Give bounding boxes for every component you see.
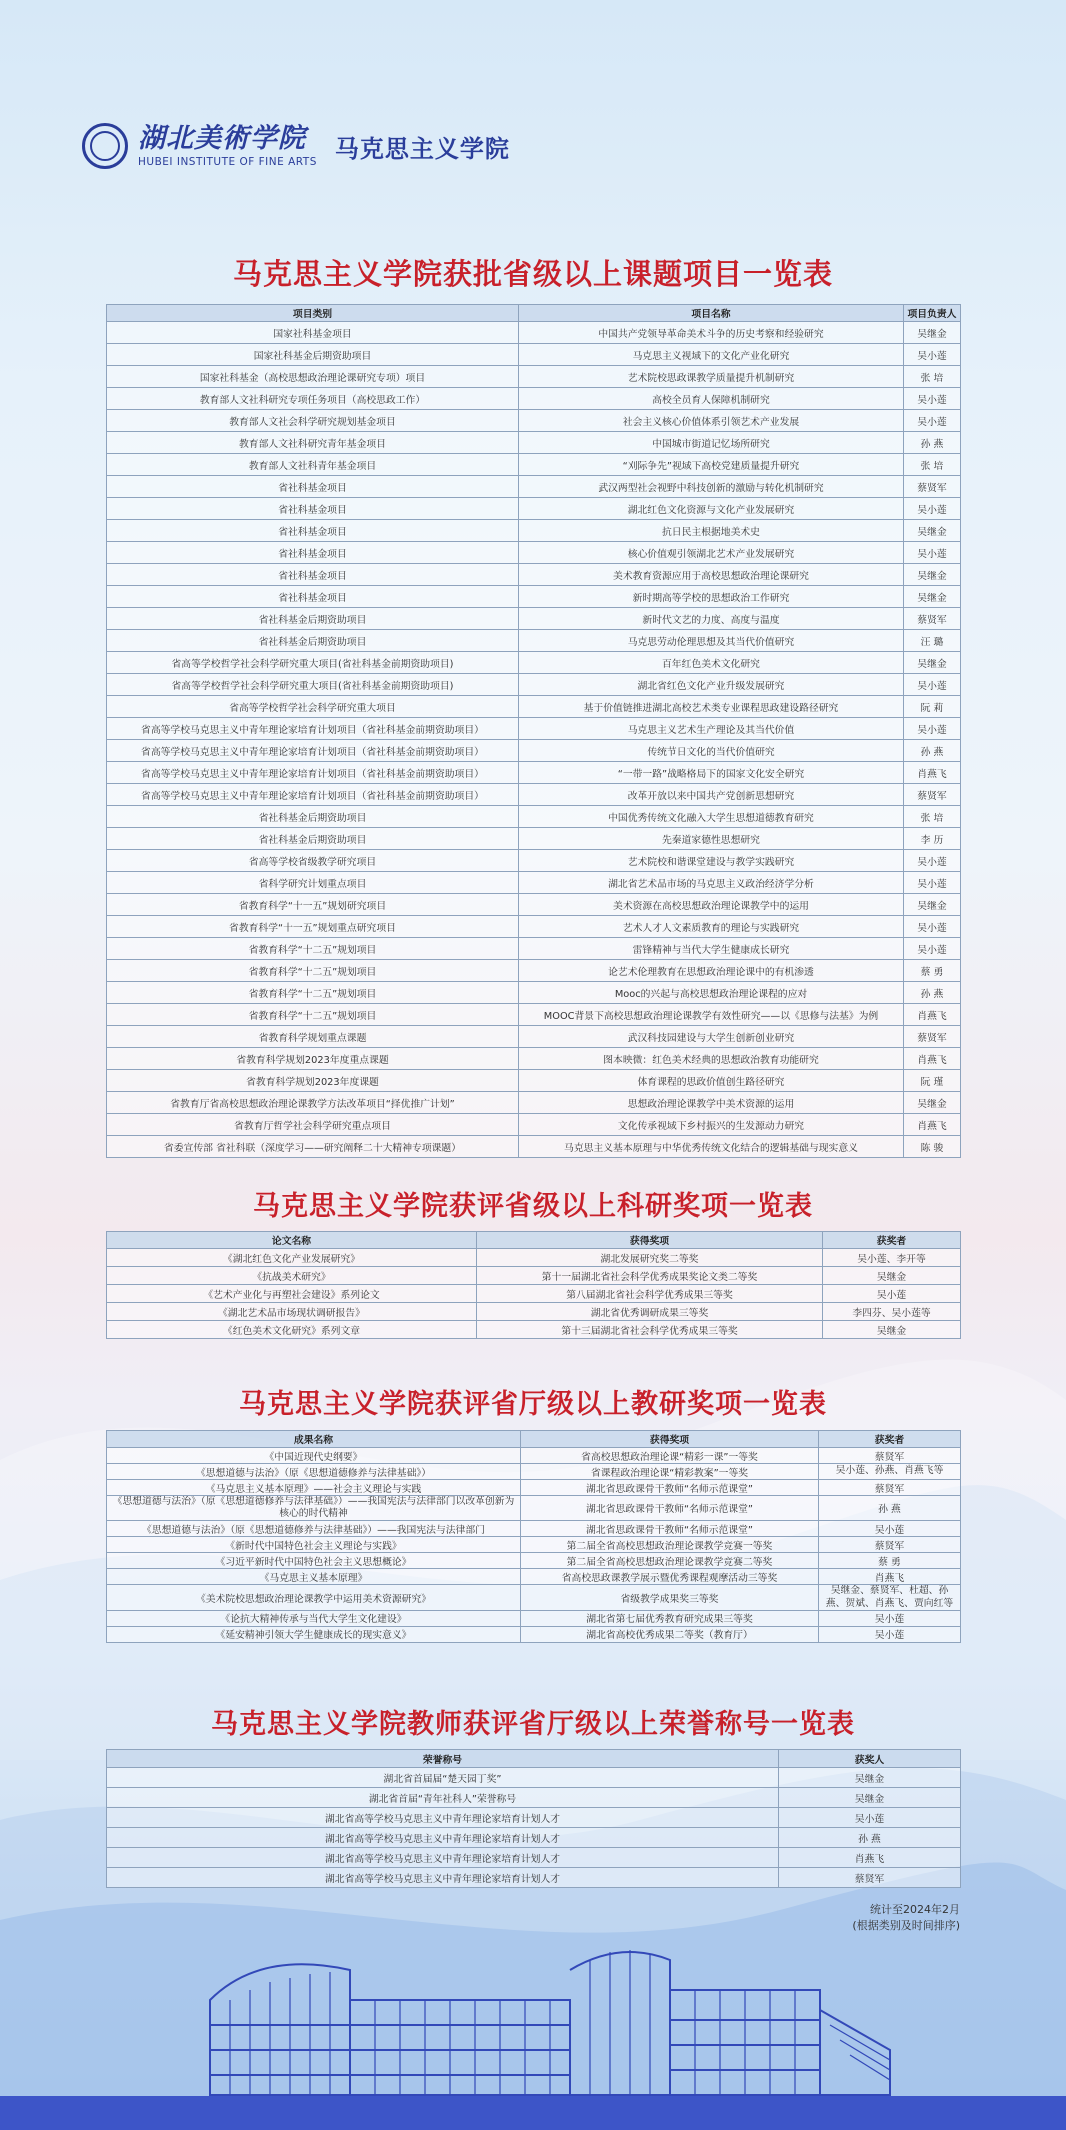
building-illustration — [200, 1930, 900, 2100]
table-row — [107, 828, 961, 850]
table-cell: 蔡贤军 — [819, 1480, 961, 1496]
table-row — [107, 1537, 961, 1553]
table-cell: 省高等学校马克思主义中青年理论家培育计划项目（省社科基金前期资助项目） — [107, 762, 519, 784]
table-cell: 武汉科技园建设与大学生创新创业研究 — [519, 1026, 904, 1048]
footnote-note: (根据类别及时间排序) — [852, 1918, 960, 1932]
table-row — [107, 1788, 961, 1808]
table-cell: 省社科基金后期资助项目 — [107, 806, 519, 828]
table-cell: 湖北省思政课骨干教师“名师示范课堂” — [521, 1521, 819, 1537]
table-row — [107, 784, 961, 806]
table-row — [107, 564, 961, 586]
table-cell: 湖北省优秀调研成果三等奖 — [477, 1303, 823, 1321]
table-cell: 吴小莲 — [904, 850, 961, 872]
table-cell: 蔡贤军 — [904, 608, 961, 630]
table-row — [107, 498, 961, 520]
table-cell: 《湖北艺术品市场现状调研报告》 — [107, 1303, 477, 1321]
table-cell: 第二届全省高校思想政治理论课教学竞赛一等奖 — [521, 1537, 819, 1553]
col-header: 获得奖项 — [477, 1232, 823, 1249]
table-row — [107, 938, 961, 960]
table-cell: 艺术人才人文素质教育的理论与实践研究 — [519, 916, 904, 938]
footnote-date: 统计至2024年2月 — [870, 1903, 960, 1916]
table-cell: 教育部人文社会科学研究规划基金项目 — [107, 410, 519, 432]
table-cell: 雷锋精神与当代大学生健康成长研究 — [519, 938, 904, 960]
table-cell: 马克思主义艺术生产理论及其当代价值 — [519, 718, 904, 740]
table-cell: 湖北省高等学校马克思主义中青年理论家培育计划人才 — [107, 1868, 779, 1888]
table-cell: 肖燕飞 — [819, 1569, 961, 1585]
table-cell: 中国优秀传统文化融入大学生思想道德教育研究 — [519, 806, 904, 828]
table-cell: 吴继金 — [904, 1092, 961, 1114]
table-row — [107, 630, 961, 652]
table-cell: 湖北发展研究奖二等奖 — [477, 1249, 823, 1267]
table-row — [107, 674, 961, 696]
table-cell: 省高等学校哲学社会科学研究重大项目(省社科基金前期资助项目) — [107, 652, 519, 674]
table-cell: 国家社科基金（高校思想政治理论课研究专项）项目 — [107, 366, 519, 388]
table-cell: 吴小莲 — [904, 938, 961, 960]
table-row — [107, 1004, 961, 1026]
table-cell: 肖燕飞 — [904, 1048, 961, 1070]
table-cell: 湖北省高校优秀成果二等奖（教育厅） — [521, 1626, 819, 1642]
table-cell: 《红色美术文化研究》系列文章 — [107, 1321, 477, 1339]
table-row — [107, 1480, 961, 1496]
table-cell: 吴继金 — [904, 586, 961, 608]
teaching-awards-title: 马克思主义学院获评省厅级以上教研奖项一览表 — [239, 1389, 827, 1420]
table-cell: 《延安精神引领大学生健康成长的现实意义》 — [107, 1626, 521, 1642]
table-cell: 教育部人文社科研究专项任务项目（高校思政工作） — [107, 388, 519, 410]
table-row — [107, 1585, 961, 1610]
col-header: 项目名称 — [519, 305, 904, 322]
table-cell: 湖北省首届届“楚天园丁奖” — [107, 1768, 779, 1788]
table-cell: 省社科基金后期资助项目 — [107, 608, 519, 630]
table-row — [107, 1569, 961, 1585]
table-row — [107, 1848, 961, 1868]
table-cell: 吴小莲 — [819, 1626, 961, 1642]
table-cell: “一带一路”战略格局下的国家文化安全研究 — [519, 762, 904, 784]
table-row — [107, 454, 961, 476]
table-cell: 省社科基金项目 — [107, 520, 519, 542]
table-cell: 《习近平新时代中国特色社会主义思想概论》 — [107, 1553, 521, 1569]
table-cell: 《湖北红色文化产业发展研究》 — [107, 1249, 477, 1267]
table-cell: 湖北省红色文化产业升级发展研究 — [519, 674, 904, 696]
table-cell: 孙 燕 — [819, 1496, 961, 1521]
table-cell: 阮 莉 — [904, 696, 961, 718]
table-row — [107, 1026, 961, 1048]
table-cell: 艺术院校思政课教学质量提升机制研究 — [519, 366, 904, 388]
table-cell: 《思想道德与法治》（原《思想道德修养与法律基础》） — [107, 1464, 521, 1480]
department-name: 马克思主义学院 — [334, 134, 510, 163]
table-cell: 中国共产党领导革命美术斗争的历史考察和经验研究 — [519, 322, 904, 344]
table-cell: 省高等学校马克思主义中青年理论家培育计划项目（省社科基金前期资助项目） — [107, 718, 519, 740]
table-cell: 吴小莲 — [904, 872, 961, 894]
table-cell: 省教育科学规划2023年度课题 — [107, 1070, 519, 1092]
table-cell: 图本映微：红色美术经典的思想政治教育功能研究 — [519, 1048, 904, 1070]
honors-table — [106, 1749, 961, 1888]
table-cell: 湖北省思政课骨干教师“名师示范课堂” — [521, 1480, 819, 1496]
table-cell: 《论抗大精神传承与当代大学生文化建设》 — [107, 1610, 521, 1626]
table-cell: 艺术院校和谐课堂建设与教学实践研究 — [519, 850, 904, 872]
table-cell: 吴小莲 — [904, 542, 961, 564]
table-cell: 张 培 — [904, 806, 961, 828]
school-name-cn: 湖北美術学院 — [138, 122, 306, 154]
research-awards-table — [106, 1231, 961, 1339]
table-cell: 吴继金 — [779, 1788, 961, 1808]
table-cell: 孙 燕 — [904, 432, 961, 454]
table-cell: 国家社科基金项目 — [107, 322, 519, 344]
table-cell: 吴继金 — [904, 520, 961, 542]
bottom-bar — [0, 2096, 1066, 2130]
projects-table — [106, 304, 961, 1158]
page-header — [82, 116, 510, 176]
table-cell: 省教育科学“十一五”规划重点研究项目 — [107, 916, 519, 938]
table-cell: 省委宣传部 省社科联（深度学习——研究阐释二十大精神专项课题） — [107, 1136, 519, 1158]
col-header: 获奖者 — [823, 1232, 961, 1249]
table-cell: 蔡贤军 — [779, 1868, 961, 1888]
table-cell: 新时期高等学校的思想政治工作研究 — [519, 586, 904, 608]
table-row — [107, 1828, 961, 1848]
table-cell: 湖北省高等学校马克思主义中青年理论家培育计划人才 — [107, 1808, 779, 1828]
table-row — [107, 366, 961, 388]
table-row — [107, 850, 961, 872]
table-cell: 省社科基金项目 — [107, 564, 519, 586]
table-cell: 吴小莲 — [904, 410, 961, 432]
table-cell: 陈 骏 — [904, 1136, 961, 1158]
table-cell: 吴小莲、孙燕、肖燕飞等 — [819, 1464, 961, 1480]
table-cell: 湖北省思政课骨干教师“名师示范课堂” — [521, 1496, 819, 1521]
table-cell: 吴小莲 — [779, 1808, 961, 1828]
table-cell: 省社科基金项目 — [107, 476, 519, 498]
table-cell: 改革开放以来中国共产党创新思想研究 — [519, 784, 904, 806]
table-row — [107, 1464, 961, 1480]
table-row — [107, 432, 961, 454]
table-cell: 李四芬、吴小莲等 — [823, 1303, 961, 1321]
table-cell: 省教育科学规划重点课题 — [107, 1026, 519, 1048]
col-header: 获奖者 — [819, 1431, 961, 1448]
table-row — [107, 1285, 961, 1303]
table-cell: MOOC背景下高校思想政治理论课教学有效性研究——以《思修与法基》为例 — [519, 1004, 904, 1026]
table-row — [107, 1808, 961, 1828]
projects-title: 马克思主义学院获批省级以上课题项目一览表 — [232, 257, 833, 291]
table-cell: 肖燕飞 — [904, 762, 961, 784]
table-row — [107, 872, 961, 894]
table-row — [107, 344, 961, 366]
school-logo — [138, 122, 317, 168]
table-cell: 蔡贤军 — [904, 784, 961, 806]
table-cell: 吴小莲 — [904, 498, 961, 520]
table-cell: 第八届湖北省社会科学优秀成果三等奖 — [477, 1285, 823, 1303]
table-cell: 教育部人文社科研究青年基金项目 — [107, 432, 519, 454]
table-row — [107, 1768, 961, 1788]
table-cell: 肖燕飞 — [779, 1848, 961, 1868]
table-cell: 省高等学校哲学社会科学研究重大项目 — [107, 696, 519, 718]
table-cell: 《美术院校思想政治理论课教学中运用美术资源研究》 — [107, 1585, 521, 1610]
table-cell: 吴小莲 — [904, 674, 961, 696]
table-row — [107, 1070, 961, 1092]
table-cell: 核心价值观引领湖北艺术产业发展研究 — [519, 542, 904, 564]
table-cell: 省教育科学“十二五”规划项目 — [107, 960, 519, 982]
table-row — [107, 586, 961, 608]
table-cell: 省教育厅省高校思想政治理论课教学方法改革项目“择优推广计划” — [107, 1092, 519, 1114]
table-cell: 吴小莲 — [823, 1285, 961, 1303]
table-cell: 省级教学成果奖三等奖 — [521, 1585, 819, 1610]
table-row — [107, 1267, 961, 1285]
table-cell: 马克思劳动伦理思想及其当代价值研究 — [519, 630, 904, 652]
table-cell: 省教育厅哲学社会科学研究重点项目 — [107, 1114, 519, 1136]
col-header: 论文名称 — [107, 1232, 477, 1249]
table-row — [107, 476, 961, 498]
table-row — [107, 1249, 961, 1267]
table-cell: 《思想道德与法治》（原《思想道德修养与法律基础》）——我国宪法与法律部门以改革创新为核心的时代精神 — [107, 1496, 521, 1521]
table-row — [107, 1521, 961, 1537]
table-cell: “刈际争先”视域下高校党建质量提升研究 — [519, 454, 904, 476]
table-cell: 省高校思政课教学展示暨优秀课程观摩活动三等奖 — [521, 1569, 819, 1585]
table-cell: 张 培 — [904, 366, 961, 388]
col-header: 获得奖项 — [521, 1431, 819, 1448]
table-cell: 蔡贤军 — [819, 1448, 961, 1464]
table-cell: 先秦道家德性思想研究 — [519, 828, 904, 850]
table-cell: 省高等学校马克思主义中青年理论家培育计划项目（省社科基金前期资助项目） — [107, 740, 519, 762]
table-cell: 第二届全省高校思想政治理论课教学竞赛二等奖 — [521, 1553, 819, 1569]
table-cell: 《抗战美术研究》 — [107, 1267, 477, 1285]
table-cell: 美术资源在高校思想政治理论课教学中的运用 — [519, 894, 904, 916]
table-cell: 《艺术产业化与再塑社会建设》系列论文 — [107, 1285, 477, 1303]
table-cell: 湖北省高等学校马克思主义中青年理论家培育计划人才 — [107, 1848, 779, 1868]
table-cell: 吴继金 — [904, 894, 961, 916]
table-cell: 省教育科学“十二五”规划项目 — [107, 938, 519, 960]
table-cell: 湖北省高等学校马克思主义中青年理论家培育计划人才 — [107, 1828, 779, 1848]
table-cell: 孙 燕 — [904, 740, 961, 762]
table-cell: 马克思主义基本原理与中华优秀传统文化结合的逻辑基础与现实意义 — [519, 1136, 904, 1158]
table-cell: 孙 燕 — [779, 1828, 961, 1848]
table-cell: 传统节日文化的当代价值研究 — [519, 740, 904, 762]
table-cell: 高校全员育人保障机制研究 — [519, 388, 904, 410]
table-cell: 省教育科学“十二五”规划项目 — [107, 1004, 519, 1026]
col-header: 荣誉称号 — [107, 1750, 779, 1768]
table-row — [107, 608, 961, 630]
table-cell: 湖北省首届“青年社科人”荣誉称号 — [107, 1788, 779, 1808]
table-cell: 湖北省艺术品市场的马克思主义政治经济学分析 — [519, 872, 904, 894]
table-cell: 第十三届湖北省社会科学优秀成果三等奖 — [477, 1321, 823, 1339]
table-cell: 肖燕飞 — [904, 1114, 961, 1136]
table-cell: 湖北红色文化资源与文化产业发展研究 — [519, 498, 904, 520]
table-row — [107, 1553, 961, 1569]
table-cell: 吴小莲 — [904, 718, 961, 740]
table-cell: 《马克思主义基本原理》 — [107, 1569, 521, 1585]
table-cell: 省科学研究计划重点项目 — [107, 872, 519, 894]
table-cell: 马克思主义视域下的文化产业化研究 — [519, 344, 904, 366]
table-cell: 吴继金 — [779, 1768, 961, 1788]
table-cell: 蔡 勇 — [904, 960, 961, 982]
table-cell: 省高等学校哲学社会科学研究重大项目(省社科基金前期资助项目) — [107, 674, 519, 696]
table-row — [107, 1092, 961, 1114]
table-cell: 吴小莲、李开等 — [823, 1249, 961, 1267]
table-cell: 省高校思想政治理论课“精彩一课”一等奖 — [521, 1448, 819, 1464]
table-cell: 《中国近现代史纲要》 — [107, 1448, 521, 1464]
table-cell: 吴小莲 — [904, 916, 961, 938]
table-cell: 阮 瑾 — [904, 1070, 961, 1092]
table-cell: 教育部人文社科青年基金项目 — [107, 454, 519, 476]
table-cell: 蔡贤军 — [819, 1537, 961, 1553]
table-cell: 美术教育资源应用于高校思想政治理论课研究 — [519, 564, 904, 586]
table-cell: 吴继金 — [904, 322, 961, 344]
table-row — [107, 762, 961, 784]
table-cell: 吴小莲 — [819, 1610, 961, 1626]
table-cell: 省高等学校省级教学研究项目 — [107, 850, 519, 872]
table-row — [107, 520, 961, 542]
table-row — [107, 960, 961, 982]
table-cell: 百年红色美术文化研究 — [519, 652, 904, 674]
honors-title: 马克思主义学院教师获评省厅级以上荣誉称号一览表 — [211, 1709, 855, 1740]
table-row — [107, 1321, 961, 1339]
table-cell: 吴小莲 — [819, 1521, 961, 1537]
table-row — [107, 652, 961, 674]
table-row — [107, 916, 961, 938]
table-cell: 吴继金 — [823, 1267, 961, 1285]
table-cell: 省课程政治理论课“精彩教案”一等奖 — [521, 1464, 819, 1480]
table-row — [107, 1868, 961, 1888]
table-cell: 基于价值链推进湖北高校艺术类专业课程思政建设路径研究 — [519, 696, 904, 718]
table-cell: 《马克思主义基本原理》——社会主义理论与实践 — [107, 1480, 521, 1496]
table-row — [107, 806, 961, 828]
table-cell: 《思想道德与法治》（原《思想道德修养与法律基础》）——我国宪法与法律部门 — [107, 1521, 521, 1537]
table-row — [107, 718, 961, 740]
table-cell: 吴继金 — [904, 652, 961, 674]
table-row — [107, 1048, 961, 1070]
table-cell: 社会主义核心价值体系引领艺术产业发展 — [519, 410, 904, 432]
teaching-awards-table — [106, 1430, 961, 1643]
table-row — [107, 982, 961, 1004]
table-cell: 汪 璐 — [904, 630, 961, 652]
table-cell: 思想政治理论课教学中美术资源的运用 — [519, 1092, 904, 1114]
table-row — [107, 1610, 961, 1626]
table-cell: 省教育科学“十二五”规划项目 — [107, 982, 519, 1004]
table-cell: 湖北省第七届优秀教育研究成果三等奖 — [521, 1610, 819, 1626]
table-cell: 吴小莲 — [904, 344, 961, 366]
table-cell: 吴继金、蔡贤军、杜超、孙燕、贺斌、肖燕飞、贾向红等 — [819, 1585, 961, 1610]
table-row — [107, 740, 961, 762]
research-awards-title: 马克思主义学院获评省级以上科研奖项一览表 — [253, 1191, 813, 1222]
table-cell: 论艺术伦理教育在思想政治理论课中的有机渗透 — [519, 960, 904, 982]
table-cell: 省社科基金后期资助项目 — [107, 828, 519, 850]
school-seal-icon — [82, 123, 128, 169]
table-row — [107, 410, 961, 432]
table-cell: 武汉两型社会视野中科技创新的激励与转化机制研究 — [519, 476, 904, 498]
table-cell: 省社科基金项目 — [107, 542, 519, 564]
table-cell: 新时代文艺的力度、高度与温度 — [519, 608, 904, 630]
table-row — [107, 696, 961, 718]
table-cell: 吴小莲 — [904, 388, 961, 410]
table-row — [107, 388, 961, 410]
table-row — [107, 322, 961, 344]
table-cell: 抗日民主根据地美术史 — [519, 520, 904, 542]
table-row — [107, 1303, 961, 1321]
table-cell: 《新时代中国特色社会主义理论与实践》 — [107, 1537, 521, 1553]
table-cell: 吴继金 — [904, 564, 961, 586]
table-cell: 吴继金 — [823, 1321, 961, 1339]
school-name-en: HUBEI INSTITUTE OF FINE ARTS — [138, 155, 317, 168]
table-cell: 国家社科基金后期资助项目 — [107, 344, 519, 366]
table-cell: 文化传承视域下乡村振兴的生发源动力研究 — [519, 1114, 904, 1136]
table-cell: 体育课程的思政价值创生路径研究 — [519, 1070, 904, 1092]
table-row — [107, 1626, 961, 1642]
table-row — [107, 1136, 961, 1158]
table-cell: 中国城市街道记忆场所研究 — [519, 432, 904, 454]
table-row — [107, 1114, 961, 1136]
col-header: 成果名称 — [107, 1431, 521, 1448]
table-cell: 张 培 — [904, 454, 961, 476]
table-cell: 省教育科学规划2023年度重点课题 — [107, 1048, 519, 1070]
table-cell: 省社科基金后期资助项目 — [107, 630, 519, 652]
table-row — [107, 1448, 961, 1464]
table-cell: 蔡 勇 — [819, 1553, 961, 1569]
table-cell: 省教育科学“十一五”规划研究项目 — [107, 894, 519, 916]
table-row — [107, 1496, 961, 1521]
col-header: 项目负责人 — [904, 305, 961, 322]
table-cell: Mooc的兴起与高校思想政治理论课程的应对 — [519, 982, 904, 1004]
table-cell: 蔡贤军 — [904, 1026, 961, 1048]
table-cell: 第十一届湖北省社会科学优秀成果奖论文类二等奖 — [477, 1267, 823, 1285]
col-header: 项目类别 — [107, 305, 519, 322]
table-cell: 孙 燕 — [904, 982, 961, 1004]
table-cell: 省高等学校马克思主义中青年理论家培育计划项目（省社科基金前期资助项目） — [107, 784, 519, 806]
table-cell: 肖燕飞 — [904, 1004, 961, 1026]
table-cell: 蔡贤军 — [904, 476, 961, 498]
col-header: 获奖人 — [779, 1750, 961, 1768]
table-row — [107, 894, 961, 916]
table-cell: 李 历 — [904, 828, 961, 850]
table-row — [107, 542, 961, 564]
table-cell: 省社科基金项目 — [107, 586, 519, 608]
table-cell: 省社科基金项目 — [107, 498, 519, 520]
